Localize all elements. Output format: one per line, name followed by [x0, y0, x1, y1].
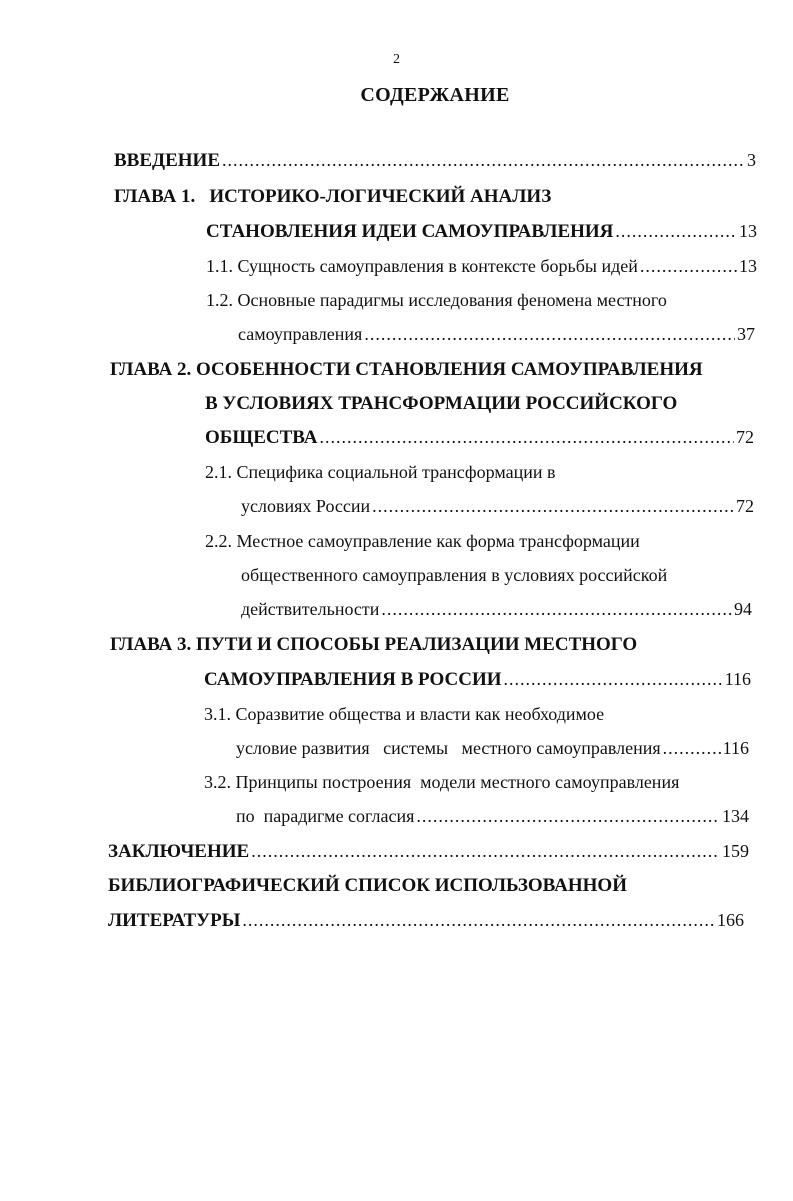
toc-entry-2-1-title[interactable] [205, 462, 555, 492]
toc-2-2-line1: 2.2. Местное самоуправление как форма трансформации [205, 531, 640, 551]
toc-ch1-label: ГЛАВА 1. [114, 186, 196, 207]
toc-dot-leader [381, 599, 732, 620]
toc-2-2-line2: общественного самоуправления в условиях российской [241, 565, 668, 585]
toc-dot-leader [615, 221, 737, 242]
toc-ch3-line1: ГЛАВА 3. ПУТИ И СПОСОБЫ РЕАЛИЗАЦИИ МЕСТНОГО [110, 634, 638, 655]
toc-3-1-page: 116 [722, 738, 749, 758]
toc-3-2-line2: по парадигме согласия [236, 806, 415, 826]
toc-entry-intro[interactable] [114, 150, 756, 180]
toc-ch1-page: 13 [739, 221, 757, 241]
toc-entry-3-2-title[interactable] [204, 772, 679, 802]
toc-3-2-page: 134 [722, 806, 749, 826]
toc-entry-1-2-title[interactable] [206, 290, 667, 320]
toc-1-2-page: 37 [737, 324, 755, 344]
toc-3-1-line2: условие развития системы местного самоуправления [236, 738, 661, 758]
toc-entry-2-2[interactable] [241, 599, 752, 629]
toc-conclusion-text: ЗАКЛЮЧЕНИЕ [108, 841, 250, 862]
toc-ch2-line2: В УСЛОВИЯХ ТРАНСФОРМАЦИИ РОССИЙСКОГО [205, 393, 678, 414]
toc-entry-ch1[interactable] [206, 221, 757, 251]
toc-entry-2-2-title[interactable] [205, 531, 640, 561]
toc-ch3-page: 116 [724, 669, 751, 689]
toc-entry-biblio[interactable] [108, 910, 744, 940]
toc-3-2-line1: 3.2. Принципы построения модели местного самоуправления [204, 772, 680, 792]
toc-dot-leader [663, 738, 721, 759]
toc-conclusion-page: 159 [722, 841, 749, 861]
toc-ch1-line2: СТАНОВЛЕНИЯ ИДЕИ САМОУПРАВЛЕНИЯ [206, 221, 614, 242]
toc-1-2-line1: 1.2. Основные парадигмы исследования феномена местного [206, 290, 667, 310]
page-number: 2 [393, 52, 400, 67]
toc-entry-biblio-title[interactable] [108, 875, 627, 905]
toc-intro-page: 3 [747, 150, 756, 170]
toc-3-1-line1: 3.1. Соразвитие общества и власти как необходимое [204, 704, 605, 724]
toc-entry-2-1[interactable] [241, 496, 754, 526]
toc-biblio-line1: БИБЛИОГРАФИЧЕСКИЙ СПИСОК ИСПОЛЬЗОВАННОЙ [108, 875, 627, 896]
toc-1-2-line2: самоуправления [238, 324, 363, 344]
toc-ch3-line2: САМОУПРАВЛЕНИЯ В РОССИИ [204, 669, 502, 690]
toc-biblio-page: 166 [717, 910, 744, 930]
toc-dot-leader [319, 427, 734, 448]
toc-entry-3-1-title[interactable] [204, 704, 604, 734]
toc-dot-leader [640, 256, 737, 277]
page-title: СОДЕРЖАНИЕ [360, 84, 510, 106]
toc-entry-ch1-title[interactable] [114, 186, 551, 216]
toc-dot-leader [364, 324, 735, 345]
toc-entry-3-2[interactable] [236, 806, 749, 836]
toc-entry-1-2[interactable] [238, 324, 755, 354]
toc-entry-3-1[interactable] [236, 738, 749, 768]
toc-entry-ch2-title[interactable] [110, 359, 703, 389]
toc-2-1-line1: 2.1. Специфика социальной трансформации в [205, 462, 556, 482]
toc-1-1-page: 13 [739, 256, 757, 276]
toc-entry-ch2-title2[interactable] [205, 393, 677, 423]
toc-2-2-line3: действительности [241, 599, 380, 619]
toc-entry-ch3[interactable] [204, 669, 751, 699]
toc-1-1-text: 1.1. Сущность самоуправления в контексте борьбы идей [206, 256, 638, 276]
toc-entry-ch2[interactable] [205, 427, 754, 457]
toc-ch2-page: 72 [736, 427, 754, 447]
toc-2-1-page: 72 [736, 496, 754, 516]
toc-ch1-line1: ИСТОРИКО-ЛОГИЧЕСКИЙ АНАЛИЗ [209, 186, 552, 207]
toc-ch2-line3: ОБЩЕСТВА [205, 427, 318, 448]
toc-dot-leader [222, 150, 745, 171]
toc-2-1-line2: условиях России [241, 496, 371, 516]
toc-biblio-line2: ЛИТЕРАТУРЫ [108, 910, 241, 931]
toc-dot-leader [416, 806, 720, 827]
toc-entry-conclusion[interactable] [108, 841, 749, 871]
toc-dot-leader [251, 841, 720, 862]
toc-2-2-page: 94 [734, 599, 752, 619]
toc-dot-leader [504, 669, 723, 690]
toc-intro-text: ВВЕДЕНИЕ [114, 150, 220, 171]
toc-entry-1-1[interactable] [206, 256, 757, 286]
toc-dot-leader [372, 496, 734, 517]
toc-entry-2-2-title2[interactable] [241, 565, 667, 595]
toc-ch2-line1: ГЛАВА 2. ОСОБЕННОСТИ СТАНОВЛЕНИЯ САМОУПРАВЛЕНИЯ [110, 359, 703, 380]
toc-dot-leader [242, 910, 715, 931]
toc-entry-ch3-title[interactable] [110, 634, 637, 664]
